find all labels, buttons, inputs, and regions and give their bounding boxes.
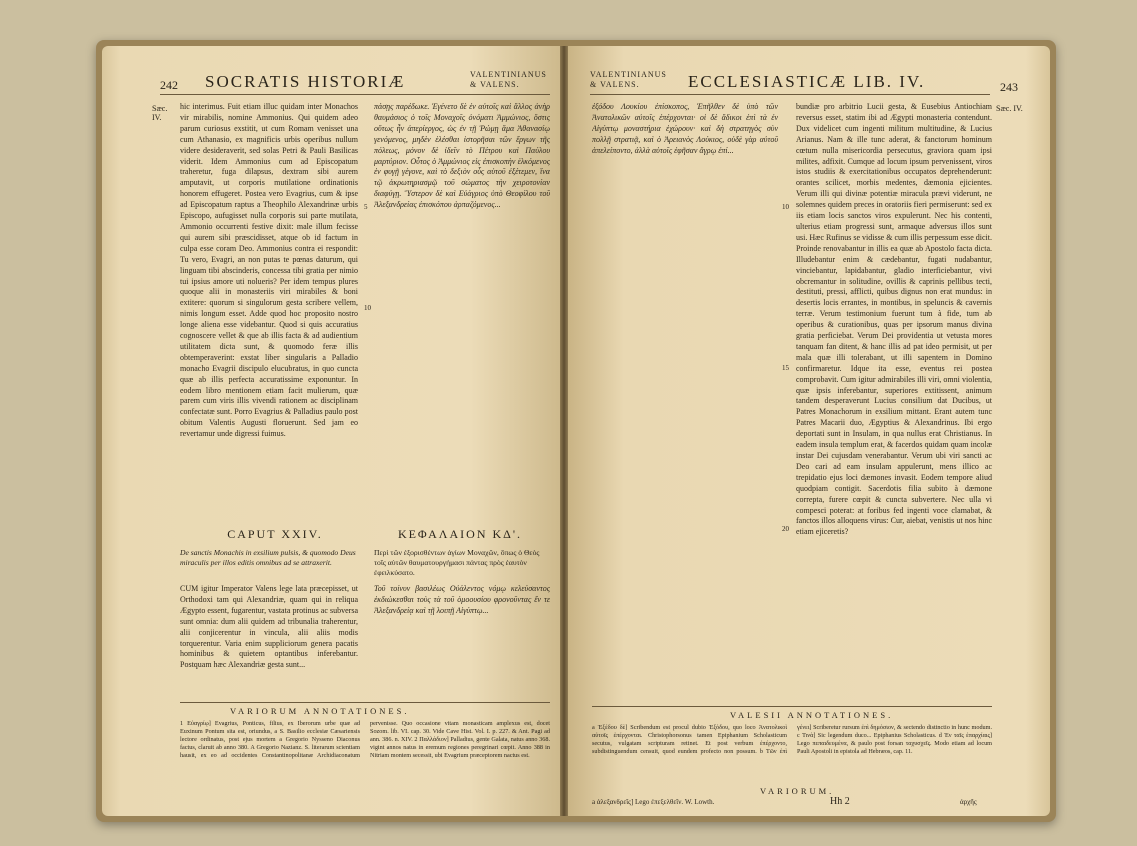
chapter-text-greek: Τοῦ τοίνυν βασιλέως Οὐάλεντος νόμῳ κελεύσαντος ἐκδιώκεσθαι τοὺς τὰ τοῦ ὁμοουσίου φρονοῦντας ἔν τε Ἀλεξανδρείᾳ καὶ τῇ λοιπῇ Αἰγύπτῳ... bbox=[374, 584, 550, 615]
left-running-head: SOCRATIS HISTORIÆ bbox=[205, 72, 406, 91]
left-margin-note: Sæc. IV. bbox=[152, 104, 168, 122]
left-notes-heading: VARIORUM ANNOTATIONES. bbox=[230, 706, 410, 716]
chapter-summary-greek: Περὶ τῶν ἐξορισθέντων ἁγίων Μοναχῶν, ὅπως ὁ Θεὸς τοῖς αὐτῶν θαυματουργήμασι πάντας πρὸς ἑαυτὸν ἐφειλκύσατο. bbox=[374, 548, 540, 577]
left-page-number: 242 bbox=[160, 78, 178, 92]
left-head-rule bbox=[160, 94, 550, 95]
right-running-head: ECCLESIASTICÆ LIB. IV. bbox=[688, 72, 926, 91]
chapter-heading-latin: CAPUT XXIV. bbox=[227, 527, 323, 541]
left-line-numbers: 5 10 bbox=[364, 203, 371, 312]
right-notes: a Ἐξέδου δὲ] Scribendum est procul dubio Ἐξόδου, quo loco Ἀνατολικοὶ αὐτοῖς ἐπέρχονται. Christophorsonus tamen Epiphanium Scholasticum secutus, vulgatam scripturam retinet. Et post verbum ἐπέρχοντο, subdistinguendum censuit, quod eundem profecto non possum. b Τῶν ἐπὶ γένει] Scriberetur rursum ἐπὶ δημόσιον, & sectendo distinctio in hunc modum. c Τινὰ] Sic legendum duco... Epiphanius Scholasticus. d Ἐν ταῖς ἐπαρχίαις] Lego πεπαιδευμένα, & paulo post forsan ταχυσχεῖς. Modo etiam ad locum Pauli Apostoli in epistola ad Hebræos, cap. 11. bbox=[592, 724, 992, 755]
left-head-right-line2: & VALENS. bbox=[470, 80, 520, 89]
chapter-summary-latin: De sanctis Monachis in exsilium pulsis, & quomodo Deus miraculis per illos editis omnibus ad se attraxerit. bbox=[180, 548, 356, 567]
right-running-head-left bbox=[590, 70, 667, 90]
right-line-numbers: 10 15 20 bbox=[782, 203, 789, 533]
right-head-left-line2: & VALENS. bbox=[590, 80, 640, 89]
right-latin-column: bundiæ pro arbitrio Lucii gesta, & Eusebius Antiochiam reversus esset, statim ibi ad Ægypti monasteria contendunt. Dux videlicet cum ingenti militum multitudine, & Lucius Arianus. Nam & ille tunc aderat, & fanctorum hominum cœtum nulla misericordia persecutus, graviora quam ipsi milites, adfixit. Cumque ad locum ipsum pervenissent, viros istos studiis & exercitationibus occupatos deprehenderunt: orantes scilicet, morbis medentes, dæmonia ejicientes. Verum illi qui divinæ potentiæ miracula prævi viderunt, ne solemnes quidem preces in oratoriis fieri permiserunt: sed ex iis etiam locis sanctos viros expulerunt. Nec his contenti, ulterius etiam progressi sunt, armaque adversus illos sunt usi. Hæc Rufinus se vidisse & cum illis perpessum esse dicit. Proinde renovabantur in illis ea quæ ab Apostolo facta dicta. Illudebantur enim & cædebantur, fugati nudabantur, vinciebantur, lapidabantur, gladio interficiebantur, vivi obcremantur in solitudine, ovillis & caprinis pellibus tecti, destituti, pressi, afflicti, quibus dignus non erat mundus: in desertis locis errantes, in montibus, in speluncis & cavernis terræ. Verum testimonium fuerunt tum à fide, tum ab operibus & curationibus, quas per ipsorum manus divina gratia perficiebat. Verum Dei providentia ut vetusta mores tanquam fan ditent, & hanc illis ad pat ideo permisit, ut per mala quæ illi tolerabant, ut illi sapentem in Domino confirmaretur. Idque ita esse, eventus rei postea comprobavit. Cum igitur admirabiles illi viri, omni violentia, quæ ipsis inferebantur, superiores extitissent, animum tandem desperaverunt Lucius consilium dat Ducibus, ut Patres Monachorum in exsilium mittant. Erant autem tunc Patres Macarii duo, Ægyptius & Alexandrinus. Ibi ergo deportati sunt in Insulam, in qua nullus erat Christianus. In eadem insula templum erat, & facerdos quidam quam incolæ instar Dei cujusdam venerabantur. Verum ubi viri sancti ac Deo cari ad eam insulam appulerunt, mens illico ac trepidatio ejus loci dæmones invasit. Eodem tempore aliud quodpiam contigit. Sacerdotis filia subito à dæmone correpta, furere cœpit & cuncta subvertere. Nec ulla vi compesci poterat: at foribus fed ingenti voce clamabat, & fanctos illos alloquens virus: Cur, aiebat, venistis ut nos hinc etiam ejiceretis? bbox=[796, 102, 992, 537]
right-footnote: a ἀλεξανδρεῖς] Lego ἐπεξελθεῖν. W. Lowth. bbox=[592, 798, 715, 806]
left-running-head-right bbox=[470, 70, 547, 90]
signature-mark: Hh 2 bbox=[830, 796, 850, 807]
chapter-text-latin: CUM igitur Imperator Valens lege lata præcepisset, ut Orthodoxi tam qui Alexandriæ, quam qui in reliqua Ægypto essent, fugarentur, vastata protinus ac subversa sunt omnia: dum alii quidem ad tribunalia traherentur, alii conjicerentur in vincula, alii aliis modis torquerentur. Varia enim suppliciorum genera pacatis hominibus & quietem optantibus inferebantur. Postquam hæc Alexandriæ gesta sunt... bbox=[180, 584, 358, 670]
right-head-left-line1: VALENTINIANUS bbox=[590, 70, 667, 79]
left-notes-rule bbox=[180, 702, 550, 703]
right-greek-column: ἐξόδου Λουκίου ἐπίσκοπος, Ἐπῆλθεν δὲ ὑπὸ τῶν Ἀνατολικῶν αὐτοῖς ἐπέρχονται· οἱ δὲ ἄδικοι ἐπὶ τὰ ἐν Αἰγύπτῳ μοναστήρια ἐχώρουν· καὶ δὴ στρατηγὸς σὺν πολλῇ στρατιᾷ, καὶ ὁ Ἀρειανὸς Λούκιος, οὐδὲ γὰρ αὐτοῦ ἀπελείποντο, ἀλλὰ αὐτοῖς ἐφῆσαν ἄγρῳ ἐπί... bbox=[592, 102, 778, 155]
right-head-rule bbox=[590, 94, 990, 95]
catchword: ἀρχῆς bbox=[960, 798, 977, 806]
right-variorum-heading: VARIORUM. bbox=[760, 786, 835, 796]
chapter-heading-greek: ΚΕΦΑΛΑΙΟΝ ΚΔ'. bbox=[397, 527, 523, 541]
right-page-number: 243 bbox=[1000, 80, 1018, 94]
left-latin-column: hic interimus. Fuit etiam illuc quidam inter Monachos vir mirabilis, nomine Ammonius. Qui quidem adeo parum curiosus exstitit, ut cum Romam venisset una cum Athanasio, ex magnificis urbis operibus nullum videre desideraverit, sed solas Petri & Pauli Basilicas viderit. Idem Ammonius cum ad Episcopatum traheretur, fuga dilapsus, dextram sibi aurem amputavit, ut corporis mutilatione ordinationis honorem effugeret. Postea vero Evagrius, cum & ipse ad Episcopatum raptus a Theophilo Alexandrinæ urbis Episcopo, aufugisset nulla corporis sui parte mutilata, Ammonio occurrenti festive dixit: male illum fecisse qui aurem sibi præscidisset, atque ob id factum in culpa esse coram Deo. Ammonius contra ei respondit: Tu vero, Evagri, an non putas te pœnas daturum, qui linguam tibi abscinderis, concessa tibi gratia per nimio tui ipsius amore uti nolueris? Per idem tempus plures quoque alii in monasteriis viri mirabiles & boni extitere: quorum si singulorum gesta scribere vellem, nimis longum esset. Adde quod hoc proposito nostro longe aliena esse videbantur. Quod si quis accuratius cognoscere vellet & que ab illis facta & ad audientium utilitatem dicta sunt, & quomodo feræ illis obtemperaverint: exstat liber singularis a Palladio monacho Evagrii discipulo elucubratus, in quo cuncta quæ ab illis perfecta accuratissime exponuntur. In eodem libro mentionem etiam facit mulierum, quæ parem cum viris illis vivendi rationem ac disciplinam confectatæ sunt. Porro Evagrius & Palladius paulo post obitum Valentis Augusti floruerunt. Sed jam eo revertamur unde digressi fuimus. bbox=[180, 102, 358, 439]
left-head-right-line1: VALENTINIANUS bbox=[470, 70, 547, 79]
book-gutter bbox=[560, 46, 568, 816]
right-notes-rule bbox=[592, 706, 992, 707]
left-greek-column: πάσῃς παρέδωκε. Ἐγένετο δὲ ἐν αὐτοῖς καὶ ἄλλος ἀνὴρ θαυμάσιος ὁ τοῖς Μοναχοῖς ὀνόματι Ἀμμώνιος, ὅστις οὕτως ἦν ἀπερίεργος, ὡς ἐν τῇ Ῥώμῃ ἅμα Ἀθανασίῳ γενόμενος, μηδὲν ἑλέσθαι ἱστορῆσαι τῶν ἔργων τῆς πόλεως, μόνον δὲ ἰδεῖν τὸ Πέτρου καὶ Παύλου μαρτύριον. Οὗτος ὁ Ἀμμώνιος εἰς ἐπισκοπὴν ἑλκόμενος ἐν φυγῇ γέγονε, καὶ τὸ δεξιὸν οὖς αὑτοῦ ἐξέτεμεν, ἵνα τῷ ἀκρωτηριασμῷ τοῦ σώματος τὴν χειροτονίαν διαφύγῃ. Ὕστερον δὲ καὶ Εὐάγριος ὑπὸ Θεοφίλου τοῦ Ἀλεξανδρείας ἐπισκόπου ἁρπαζόμενος... bbox=[374, 102, 550, 210]
right-margin-note: Sæc. IV. bbox=[996, 104, 1023, 113]
right-notes-heading: VALESII ANNOTATIONES. bbox=[730, 710, 894, 720]
left-notes: 1 Εὐαγρίῳ] Evagrius, Ponticus, filius, ex Iberorum urbe quæ ad Euxinum Pontum sita est, oriundus, a S. Basilio ecclesiæ Cæsariensis lectore ordinatus, post ejus mortem a Gregorio Nysseno Diaconus factus, claruit ab anno 380. A Gregorio Nazianz. S. literarum scientiam hausit, ex eo ad occidentes Constantinopolitanæ Archidiaconatum pervenisse. Quo occasione vitam monasticam amplexus est, docet Sozom. lib. VI. cap. 30. Vide Cave Hist. Vol. I. p. 227. & Ant. Pagi ad ann. 386. n. XIV. 2 Παλλάδιον] Palladius, gente Galata, natus anno 368. vigint annos natus in eremum regiones peregrinari cœpit. Anno 388 in Nitriam montem secessit, ubi Evagrium præceptorem nactus est. bbox=[180, 720, 550, 759]
